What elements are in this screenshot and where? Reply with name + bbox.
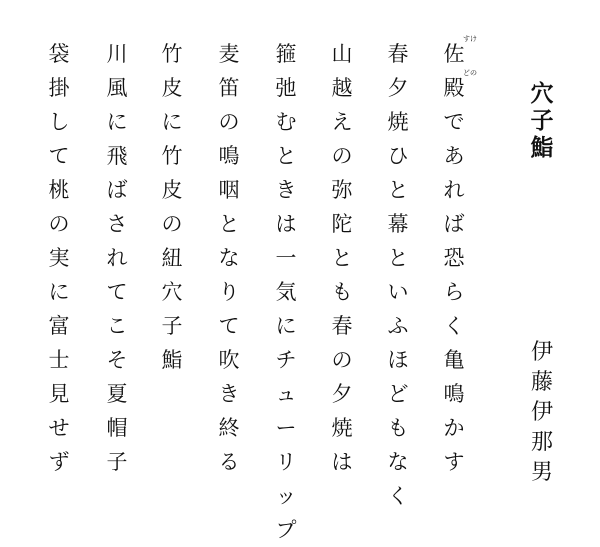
haiku-glyph: 鮨 <box>161 348 183 372</box>
haiku-glyph: と <box>387 246 409 270</box>
haiku-char <box>155 71 189 105</box>
haiku-glyph: て <box>218 314 240 338</box>
haiku-char <box>437 241 471 275</box>
haiku-line <box>269 37 303 547</box>
haiku-char <box>269 139 303 173</box>
haiku-glyph: に <box>48 280 70 304</box>
haiku-char <box>437 411 471 445</box>
haiku-char <box>155 309 189 343</box>
haiku-glyph: 咽 <box>218 178 240 202</box>
haiku-char <box>212 241 246 275</box>
haiku-line <box>437 35 477 479</box>
haiku-glyph: 殿 <box>443 76 465 100</box>
haiku-line <box>212 37 246 479</box>
author-char: 那 <box>530 430 553 455</box>
haiku-char <box>100 377 134 411</box>
haiku-char <box>381 479 415 513</box>
haiku-glyph: 見 <box>48 382 70 406</box>
haiku-char <box>381 71 415 105</box>
haiku-char <box>155 105 189 139</box>
haiku-char <box>155 37 189 71</box>
haiku-glyph: か <box>443 416 465 440</box>
haiku-glyph: 陀 <box>331 212 353 236</box>
haiku-char <box>42 37 76 71</box>
haiku-char <box>381 445 415 479</box>
haiku-glyph: ど <box>387 382 409 406</box>
haiku-char <box>155 275 189 309</box>
haiku-char <box>325 275 359 309</box>
author-name <box>524 338 560 488</box>
haiku-glyph: 弥 <box>331 178 353 202</box>
author-char: 伊 <box>530 400 553 425</box>
haiku-glyph: リ <box>275 450 297 474</box>
haiku-glyph: 一 <box>275 246 297 270</box>
haiku-glyph: で <box>443 110 465 134</box>
haiku-line <box>325 37 359 479</box>
haiku-glyph: 麦 <box>218 42 240 66</box>
haiku-glyph: も <box>331 280 353 304</box>
haiku-char <box>212 139 246 173</box>
haiku-char <box>325 309 359 343</box>
haiku-char <box>100 207 134 241</box>
haiku-glyph: 穴 <box>161 280 183 304</box>
haiku-char <box>42 411 76 445</box>
haiku-char <box>381 275 415 309</box>
haiku-char <box>269 241 303 275</box>
haiku-char <box>437 105 471 139</box>
haiku-glyph: る <box>218 450 240 474</box>
haiku-glyph: 掛 <box>48 76 70 100</box>
haiku-glyph: に <box>161 110 183 134</box>
haiku-glyph: 竹 <box>161 42 183 66</box>
haiku-char <box>155 139 189 173</box>
haiku-glyph: ら <box>443 280 465 304</box>
haiku-char <box>269 411 303 445</box>
haiku-char <box>42 343 76 377</box>
haiku-char <box>100 105 134 139</box>
haiku-glyph: ず <box>48 450 70 474</box>
haiku-char <box>269 479 303 513</box>
haiku-glyph: 吹 <box>218 348 240 372</box>
haiku-glyph: ほ <box>387 348 409 372</box>
haiku-char <box>381 241 415 275</box>
haiku-glyph: と <box>218 212 240 236</box>
haiku-glyph: 夕 <box>331 382 353 406</box>
haiku-glyph: 竹 <box>161 144 183 168</box>
haiku-char <box>325 445 359 479</box>
haiku-glyph: 富 <box>48 314 70 338</box>
haiku-glyph: な <box>387 450 409 474</box>
haiku-char <box>100 275 134 309</box>
haiku-char <box>42 139 76 173</box>
haiku-glyph: と <box>331 246 353 270</box>
haiku-glyph: の <box>218 110 240 134</box>
haiku-glyph: ひ <box>387 144 409 168</box>
title-char: 子 <box>530 107 554 134</box>
haiku-glyph: 越 <box>331 76 353 100</box>
haiku-glyph: ッ <box>275 484 297 508</box>
haiku-glyph: 鳴 <box>443 382 465 406</box>
haiku-glyph: む <box>275 110 297 134</box>
haiku-char <box>269 309 303 343</box>
haiku-glyph: 夏 <box>106 382 128 406</box>
haiku-glyph: て <box>106 280 128 304</box>
haiku-glyph: 川 <box>106 42 128 66</box>
haiku-char <box>381 37 415 71</box>
haiku-glyph: 鳴 <box>218 144 240 168</box>
haiku-glyph: な <box>218 246 240 270</box>
haiku-char <box>437 69 477 105</box>
haiku-glyph: き <box>218 382 240 406</box>
haiku-char <box>325 173 359 207</box>
haiku-char <box>42 241 76 275</box>
furigana: すけ <box>463 35 477 43</box>
haiku-char <box>100 445 134 479</box>
haiku-char <box>212 343 246 377</box>
haiku-char <box>269 71 303 105</box>
haiku-char <box>212 377 246 411</box>
haiku-char <box>42 71 76 105</box>
haiku-char <box>269 513 303 547</box>
haiku-char <box>437 445 471 479</box>
haiku-glyph: 子 <box>106 450 128 474</box>
haiku-glyph: 桃 <box>48 178 70 202</box>
haiku-glyph: え <box>331 110 353 134</box>
title-char: 穴 <box>530 80 554 107</box>
haiku-glyph: 皮 <box>161 76 183 100</box>
haiku-char <box>325 241 359 275</box>
haiku-char <box>42 105 76 139</box>
haiku-char <box>325 343 359 377</box>
title-char: 鮨 <box>530 134 554 161</box>
haiku-glyph: は <box>331 450 353 474</box>
haiku-glyph: い <box>387 280 409 304</box>
haiku-char <box>437 207 471 241</box>
haiku-char <box>42 445 76 479</box>
haiku-glyph: て <box>48 144 70 168</box>
haiku-char <box>155 173 189 207</box>
haiku-glyph: 気 <box>275 280 297 304</box>
haiku-glyph: す <box>443 450 465 474</box>
haiku-char <box>381 377 415 411</box>
haiku-char <box>269 173 303 207</box>
haiku-glyph: 佐 <box>443 42 465 66</box>
haiku-glyph: あ <box>443 144 465 168</box>
haiku-char <box>381 173 415 207</box>
haiku-glyph: れ <box>443 178 465 202</box>
haiku-glyph: ば <box>106 178 128 202</box>
haiku-char <box>269 445 303 479</box>
haiku-char <box>269 275 303 309</box>
haiku-glyph: に <box>106 110 128 134</box>
haiku-glyph: ー <box>275 416 297 440</box>
haiku-char <box>269 207 303 241</box>
haiku-char <box>212 37 246 71</box>
haiku-glyph: し <box>48 110 70 134</box>
haiku-char <box>269 377 303 411</box>
haiku-glyph: 春 <box>331 314 353 338</box>
haiku-line <box>381 37 415 513</box>
haiku-glyph: と <box>275 144 297 168</box>
haiku-glyph: 焼 <box>387 110 409 134</box>
haiku-glyph: 笛 <box>218 76 240 100</box>
haiku-char <box>100 343 134 377</box>
haiku-char <box>212 445 246 479</box>
haiku-glyph: く <box>387 484 409 508</box>
furigana: どの <box>463 69 477 77</box>
haiku-glyph: 終 <box>218 416 240 440</box>
haiku-glyph: 箍 <box>275 42 297 66</box>
author-char: 藤 <box>530 370 553 395</box>
haiku-char <box>155 241 189 275</box>
haiku-char <box>212 275 246 309</box>
haiku-char <box>325 411 359 445</box>
haiku-char <box>437 309 471 343</box>
haiku-glyph: の <box>331 144 353 168</box>
haiku-char <box>381 139 415 173</box>
haiku-char <box>325 37 359 71</box>
haiku-glyph: チ <box>275 348 297 372</box>
haiku-char <box>437 35 477 71</box>
haiku-char <box>437 377 471 411</box>
haiku-char <box>437 275 471 309</box>
haiku-glyph: 袋 <box>48 42 70 66</box>
haiku-glyph: 風 <box>106 76 128 100</box>
haiku-char <box>325 71 359 105</box>
haiku-glyph: 飛 <box>106 144 128 168</box>
haiku-char <box>212 105 246 139</box>
haiku-glyph: 子 <box>161 314 183 338</box>
haiku-glyph: の <box>331 348 353 372</box>
haiku-line <box>100 37 134 479</box>
haiku-char <box>381 207 415 241</box>
haiku-char <box>325 377 359 411</box>
haiku-line <box>42 37 76 479</box>
haiku-char <box>381 309 415 343</box>
haiku-char <box>212 71 246 105</box>
haiku-glyph: 恐 <box>443 246 465 270</box>
haiku-char <box>155 207 189 241</box>
haiku-char <box>42 173 76 207</box>
haiku-glyph: く <box>443 314 465 338</box>
haiku-glyph: 山 <box>331 42 353 66</box>
haiku-line <box>155 37 189 377</box>
haiku-glyph: 焼 <box>331 416 353 440</box>
haiku-char <box>325 139 359 173</box>
haiku-char <box>269 105 303 139</box>
haiku-glyph: 亀 <box>443 348 465 372</box>
author-char: 伊 <box>530 340 553 365</box>
haiku-char <box>212 411 246 445</box>
haiku-char <box>381 411 415 445</box>
haiku-char <box>100 173 134 207</box>
haiku-char <box>212 309 246 343</box>
haiku-glyph: そ <box>106 348 128 372</box>
haiku-char <box>437 173 471 207</box>
haiku-char <box>42 377 76 411</box>
haiku-glyph: こ <box>106 314 128 338</box>
haiku-glyph: ュ <box>275 382 297 406</box>
haiku-char <box>42 275 76 309</box>
haiku-glyph: に <box>275 314 297 338</box>
haiku-char <box>100 71 134 105</box>
haiku-glyph: プ <box>275 518 297 542</box>
haiku-glyph: ば <box>443 212 465 236</box>
haiku-glyph: 春 <box>387 42 409 66</box>
haiku-char <box>100 139 134 173</box>
haiku-char <box>100 309 134 343</box>
haiku-char <box>381 343 415 377</box>
haiku-char <box>212 173 246 207</box>
haiku-char <box>212 207 246 241</box>
haiku-char <box>269 343 303 377</box>
haiku-glyph: き <box>275 178 297 202</box>
haiku-char <box>100 241 134 275</box>
haiku-glyph: 紐 <box>161 246 183 270</box>
haiku-char <box>42 309 76 343</box>
haiku-char <box>100 411 134 445</box>
haiku-glyph: せ <box>48 416 70 440</box>
haiku-glyph: の <box>48 212 70 236</box>
haiku-glyph: 帽 <box>106 416 128 440</box>
poem-title <box>524 80 560 161</box>
haiku-char <box>42 207 76 241</box>
haiku-glyph: れ <box>106 246 128 270</box>
haiku-glyph: さ <box>106 212 128 236</box>
haiku-char <box>325 105 359 139</box>
haiku-glyph: 実 <box>48 246 70 270</box>
haiku-char <box>325 207 359 241</box>
haiku-glyph: 士 <box>48 348 70 372</box>
haiku-glyph: 弛 <box>275 76 297 100</box>
haiku-glyph: り <box>218 280 240 304</box>
haiku-glyph: 夕 <box>387 76 409 100</box>
haiku-glyph: と <box>387 178 409 202</box>
haiku-glyph: は <box>275 212 297 236</box>
author-char: 男 <box>530 460 553 485</box>
haiku-char <box>437 139 471 173</box>
haiku-glyph: も <box>387 416 409 440</box>
haiku-glyph: ふ <box>387 314 409 338</box>
haiku-char <box>269 37 303 71</box>
haiku-glyph: の <box>161 212 183 236</box>
haiku-char <box>100 37 134 71</box>
haiku-char <box>381 105 415 139</box>
haiku-glyph: 皮 <box>161 178 183 202</box>
haiku-char <box>155 343 189 377</box>
haiku-char <box>437 343 471 377</box>
haiku-glyph: 幕 <box>387 212 409 236</box>
